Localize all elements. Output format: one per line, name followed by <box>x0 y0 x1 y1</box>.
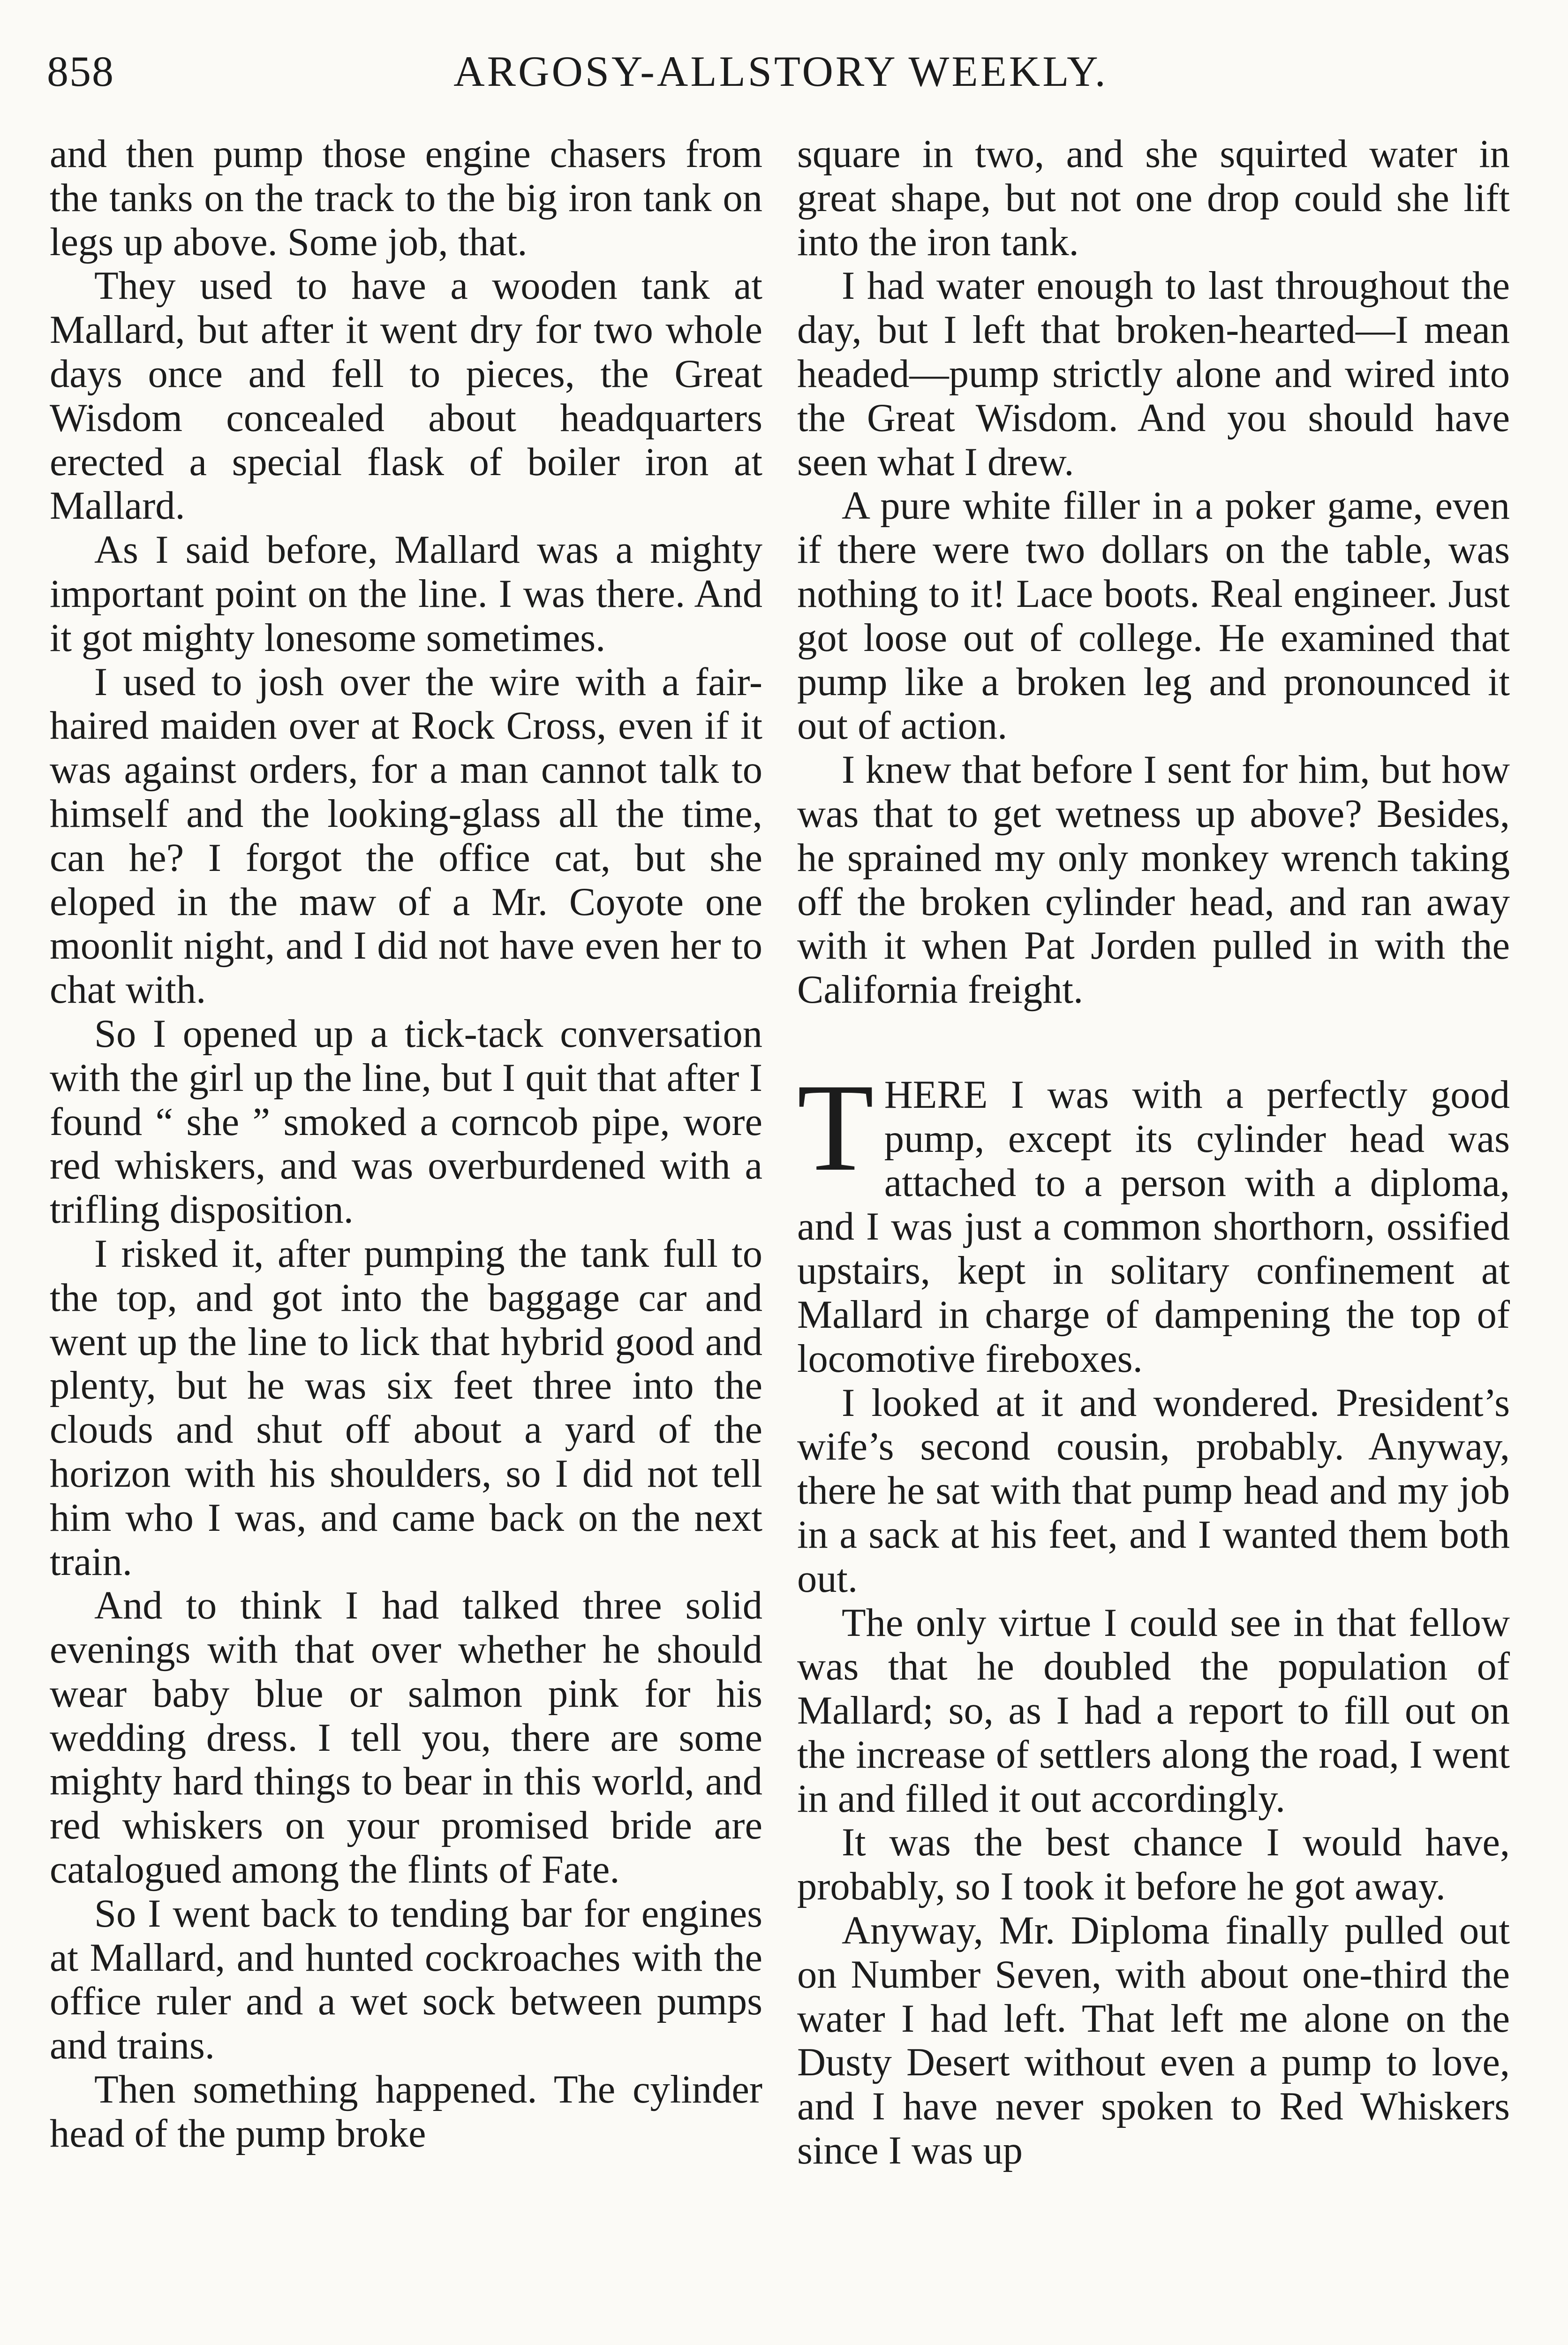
paragraph: It was the best chance I would have, probably, so I took it before he got away. <box>797 1821 1510 1909</box>
paragraph: As I said before, Mallard was a mighty important point on the line. I was there. And it got mighty lonesome sometimes. <box>50 528 762 660</box>
dropcap-paragraph-text: HERE I was with a perfectly good pump, except its cylinder head was attached to a person with a diploma, and I was just a common shorthorn, ossified upstairs, kept in solitary confinement at Mallard in charge of dampening the top of locomotive fireboxes. <box>797 1073 1510 1381</box>
paragraph: A pure white filler in a poker game, even if there were two dollars on the table, was nothing to it! Lace boots. Real engineer. Just got loose out of college. He examined that pump like a broken leg and pronounced it out of action. <box>797 484 1510 748</box>
paragraph: The only virtue I could see in that fellow was that he doubled the population of Mallard; so, as I had a report to fill out on the increase of settlers along the road, I went in and filled it out accordingly. <box>797 1601 1510 1821</box>
paragraph: So I opened up a tick-tack conversation with the girl up the line, but I quit that after I found “ she ” smoked a corncob pipe, wore red whiskers, and was overburdened with a trifling disposition. <box>50 1012 762 1232</box>
section-break <box>797 1012 1510 1073</box>
paragraph: And to think I had talked three solid evenings with that over whether he should wear baby blue or salmon pink for his wedding dress. I tell you, there are some mighty hard things to bear in this world, and red whiskers on your promised bride are catalogued among the flints of Fate. <box>50 1584 762 1892</box>
page-header <box>47 43 1515 109</box>
paragraph: I looked at it and wondered. President’s wife’s second cousin, probably. Anyway, there he sat with that pump head and my job in a sack at his feet, and I wanted them both out. <box>797 1381 1510 1601</box>
paragraph: They used to have a wooden tank at Mallard, but after it went dry for two whole days once and fell to pieces, the Great Wisdom concealed about headquarters erected a special flask of boiler iron at Mallard. <box>50 264 762 528</box>
paragraph: square in two, and she squirted water in great shape, but not one drop could she lift into the iron tank. <box>797 132 1510 264</box>
paragraph: Anyway, Mr. Diploma finally pulled out on Number Seven, with about one-third the water I had left. That left me alone on the Dusty Desert without even a pump to love, and I have never spoken to Red Whiskers since I was up <box>797 1909 1510 2173</box>
running-head: ARGOSY-ALLSTORY WEEKLY. <box>453 47 1108 95</box>
paragraph: So I went back to tending bar for engines at Mallard, and hunted cockroaches with the office ruler and a wet sock between pumps and trains. <box>50 1891 762 2068</box>
paragraph: I risked it, after pumping the tank full to the top, and got into the baggage car and went up the line to lick that hybrid good and plenty, but he was six feet three into the clouds and shut off about a yard of the horizon with his shoulders, so I did not tell him who I was, and came back on the next train. <box>50 1232 762 1584</box>
right-column <box>797 132 1510 2173</box>
left-column <box>50 132 762 2156</box>
paragraph: I knew that before I sent for him, but how was that to get wetness up above? Besides, he sprained my only monkey wrench taking off the broken cylinder head, and ran away with it when Pat Jorden pulled in with the California freight. <box>797 748 1510 1012</box>
paragraph: I had water enough to last throughout the day, but I left that broken-hearted—I mean headed—pump strictly alone and wired into the Great Wisdom. And you should have seen what I drew. <box>797 264 1510 484</box>
page-number: 858 <box>47 47 114 95</box>
dropcap-paragraph <box>797 1057 1510 1381</box>
paragraph: and then pump those engine chasers from the tanks on the track to the big iron tank on legs up above. Some job, that. <box>50 132 762 264</box>
drop-cap: T <box>797 1057 874 1197</box>
paragraph: Then something happened. The cylinder head of the pump broke <box>50 2068 762 2156</box>
paragraph: I used to josh over the wire with a fair-haired maiden over at Rock Cross, even if it was against orders, for a man cannot talk to himself and the looking-glass all the time, can he? I forgot the office cat, but she eloped in the maw of a Mr. Coyote one moonlit night, and I did not have even her to chat with. <box>50 660 762 1012</box>
